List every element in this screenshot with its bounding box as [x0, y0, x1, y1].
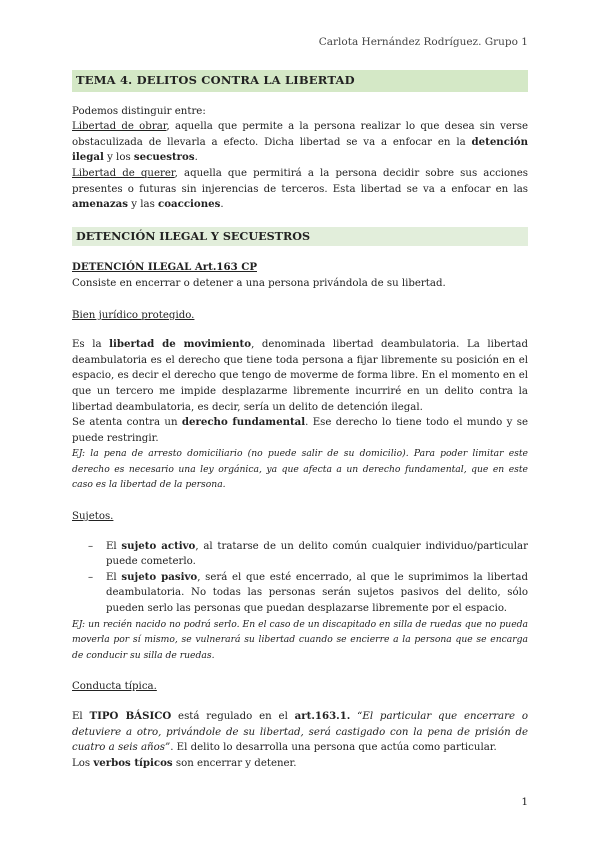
text: Es la: [72, 339, 110, 351]
list-item: [72, 539, 528, 570]
section-title: DETENCIÓN ILEGAL Y SECUESTROS: [72, 227, 528, 247]
bold-term: sujeto pasivo: [121, 570, 198, 583]
text: Se atenta contra un: [72, 417, 182, 429]
list-item: [72, 570, 528, 617]
text: El: [106, 540, 122, 552]
bold-term: detención ilegal: [72, 135, 528, 164]
term-libertad-querer: Libertad de querer: [72, 167, 175, 179]
bold-term: TIPO BÁSICO: [89, 710, 172, 722]
text: , denominada libertad deambulatoria. La libertad deambulatoria es el derecho que tiene toda persona a fijar libremente su posición en el espacio, es decir el derecho que tengo de moverme de forma libre. En el momento en el que un tercero me impide desplazarme libremente incurriré en un delito contra la libertad deambulatoria, es decir, sería un delito de detención ilegal.: [72, 339, 528, 413]
bold-term: libertad de movimiento: [109, 338, 252, 351]
sujetos-list: [72, 539, 528, 617]
bold-term: secuestros: [133, 151, 195, 164]
sujetos-example: EJ: un recién nacido no podrá serlo. En el caso de un discapitado en silla de ruedas que no pueda moverla por sí mismo, se vulnerará su libertad cuando se encierre a la persona que se encarga de conducir su silla de ruedas.: [72, 618, 528, 661]
text: , será el que esté encerrado, al que le suprimimos la libertad deambulatoria. No todas las personas serán sujetos pasivos del delito, sólo pueden serlo las personas que puedan desplazarse libremente por el espacio.: [106, 571, 528, 615]
conducta-heading: Conducta típica.: [72, 681, 157, 693]
libertad-querer-paragraph: [72, 166, 528, 213]
bold-term: verbos típicos: [93, 756, 173, 769]
bold-term: art.163.1.: [294, 710, 351, 722]
conducta-paragraph: [72, 709, 528, 756]
bold-term: sujeto activo: [121, 539, 196, 552]
bien-juridico-paragraph: [72, 337, 528, 415]
text: . Ese derecho lo tiene todo el mundo y se puede restringir.: [72, 417, 528, 444]
page-number: 1: [521, 796, 528, 808]
text: y los: [103, 152, 134, 164]
bold-term: derecho fundamental: [181, 416, 306, 429]
text: , al tratarse de un delito común cualquier individuo/particular puede cometerlo.: [106, 540, 528, 568]
text: , aquella que permitirá a la persona decidir sobre sus acciones presentes o futuras sin injerencias de terceros. Esta libertad se va a enfocar en las: [72, 167, 529, 195]
text: El: [72, 711, 90, 722]
chapter-title: TEMA 4. DELITOS CONTRA LA LIBERTAD: [72, 70, 528, 92]
libertad-obrar-paragraph: [72, 119, 528, 166]
text: está regulado en el: [171, 711, 295, 722]
document-body: [72, 70, 528, 771]
bien-juridico-example: EJ: la pena de arresto domiciliario (no puede salir de su domicilio). Para poder limitar este derecho es necesario una ley orgánica, ya que afecta a un derecho fundamental, que en este caso es la libertad de la persona.: [72, 448, 528, 491]
text: El: [106, 571, 122, 583]
verbos-paragraph: [72, 756, 528, 772]
text: .: [194, 152, 198, 164]
definition-heading: DETENCIÓN ILEGAL Art.163 CP: [72, 261, 257, 274]
derecho-fundamental-paragraph: [72, 415, 528, 446]
definition-text: Consiste en encerrar o detener a una persona privándola de su libertad.: [72, 277, 446, 289]
legal-quote: “El particular que encerrare o detuviere a otro, privándole de su libertad, será castigado con la pena de prisión de cuatro a seis años”: [72, 711, 529, 754]
dash-bullet: –: [88, 571, 94, 583]
sujetos-heading: Sujetos.: [72, 511, 114, 523]
text: , aquella que permite a la persona realizar lo que desea sin verse obstaculizada de llevarla a efecto. Dicha libertad se va a enfocar en la: [72, 121, 528, 148]
intro-lead: Podemos distinguir entre:: [72, 105, 206, 117]
text: . El delito lo desarrolla una persona que actúa como particular.: [170, 742, 497, 754]
text: Los: [72, 757, 94, 769]
bold-term: coacciones: [158, 198, 221, 211]
definition-title: [72, 260, 528, 276]
bold-term: amenazas: [72, 198, 128, 211]
bien-juridico-heading: Bien jurídico protegido.: [72, 309, 195, 321]
term-libertad-obrar: Libertad de obrar: [72, 121, 167, 133]
text: y las: [128, 199, 159, 211]
page-header: Carlota Hernández Rodríguez. Grupo 1: [318, 36, 528, 48]
dash-bullet: –: [88, 540, 94, 552]
text: .: [220, 199, 224, 211]
text: son encerrar y detener.: [172, 757, 297, 769]
